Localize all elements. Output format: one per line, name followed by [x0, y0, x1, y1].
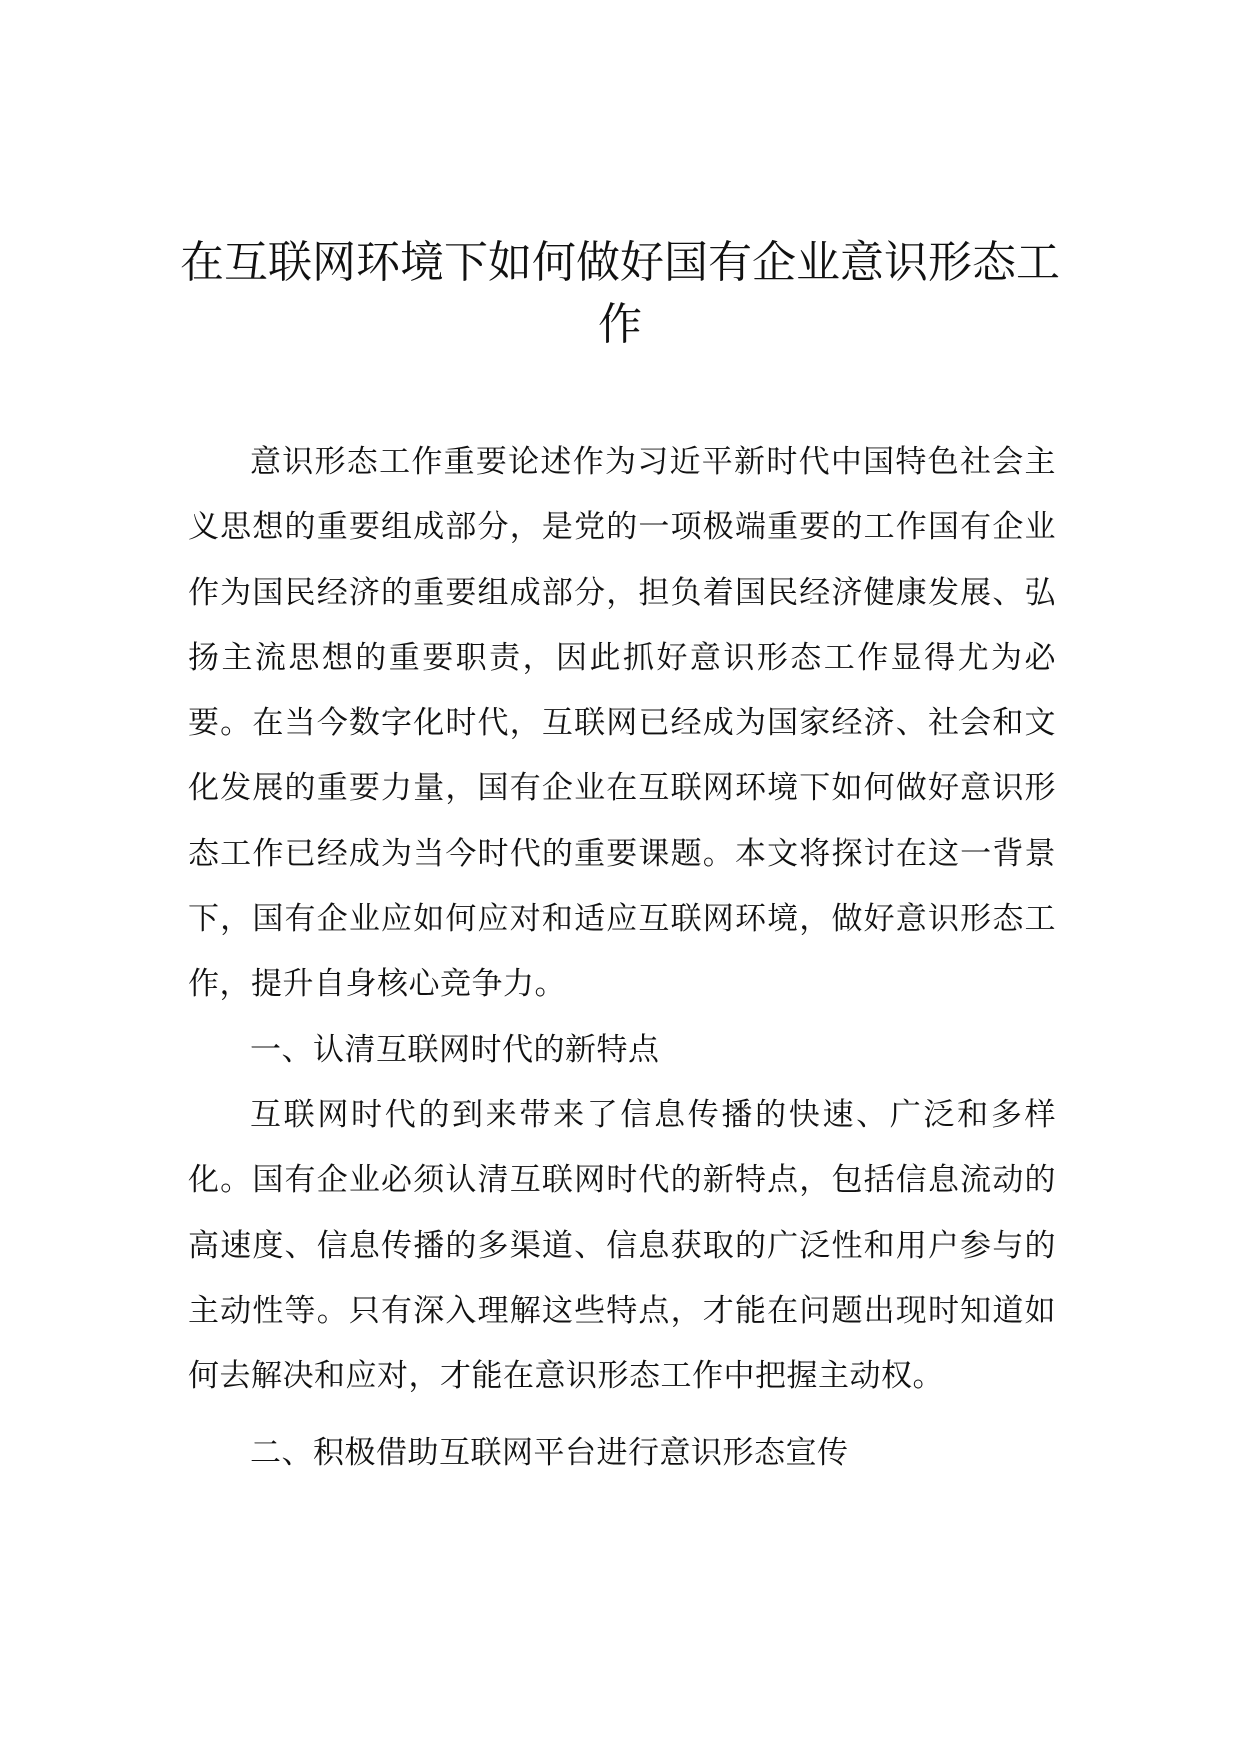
document-body — [188, 430, 1056, 1487]
document-title: 在互联网环境下如何做好国有企业意识形态工作 — [180, 237, 1060, 350]
section-1-paragraph: 互联网时代的到来带来了信息传播的快速、广泛和多样化。国有企业必须认清互联网时代的新特点，包括信息流动的高速度、信息传播的多渠道、信息获取的广泛性和用户参与的主动性等。只有深入理解这些特点，才能在问题出现时知道如何去解决和应对，才能在意识形态工作中把握主动权。 — [188, 1096, 1056, 1395]
intro-paragraph: 意识形态工作重要论述作为习近平新时代中国特色社会主义思想的重要组成部分，是党的一项极端重要的工作国有企业作为国民经济的重要组成部分，担负着国民经济健康发展、弘扬主流思想的重要职责，因此抓好意识形态工作显得尤为必要。在当今数字化时代，互联网已经成为国家经济、社会和文化发展的重要力量，国有企业在互联网环境下如何做好意识形态工作已经成为当今时代的重要课题。本文将探讨在这一背景下，国有企业应如何应对和适应互联网环境，做好意识形态工作，提升自身核心竞争力。 — [188, 444, 1056, 1003]
section-heading-1: 一、认清互联网时代的新特点 — [250, 1031, 660, 1068]
section-heading-2: 二、积极借助互联网平台进行意识形态宣传 — [250, 1435, 849, 1472]
